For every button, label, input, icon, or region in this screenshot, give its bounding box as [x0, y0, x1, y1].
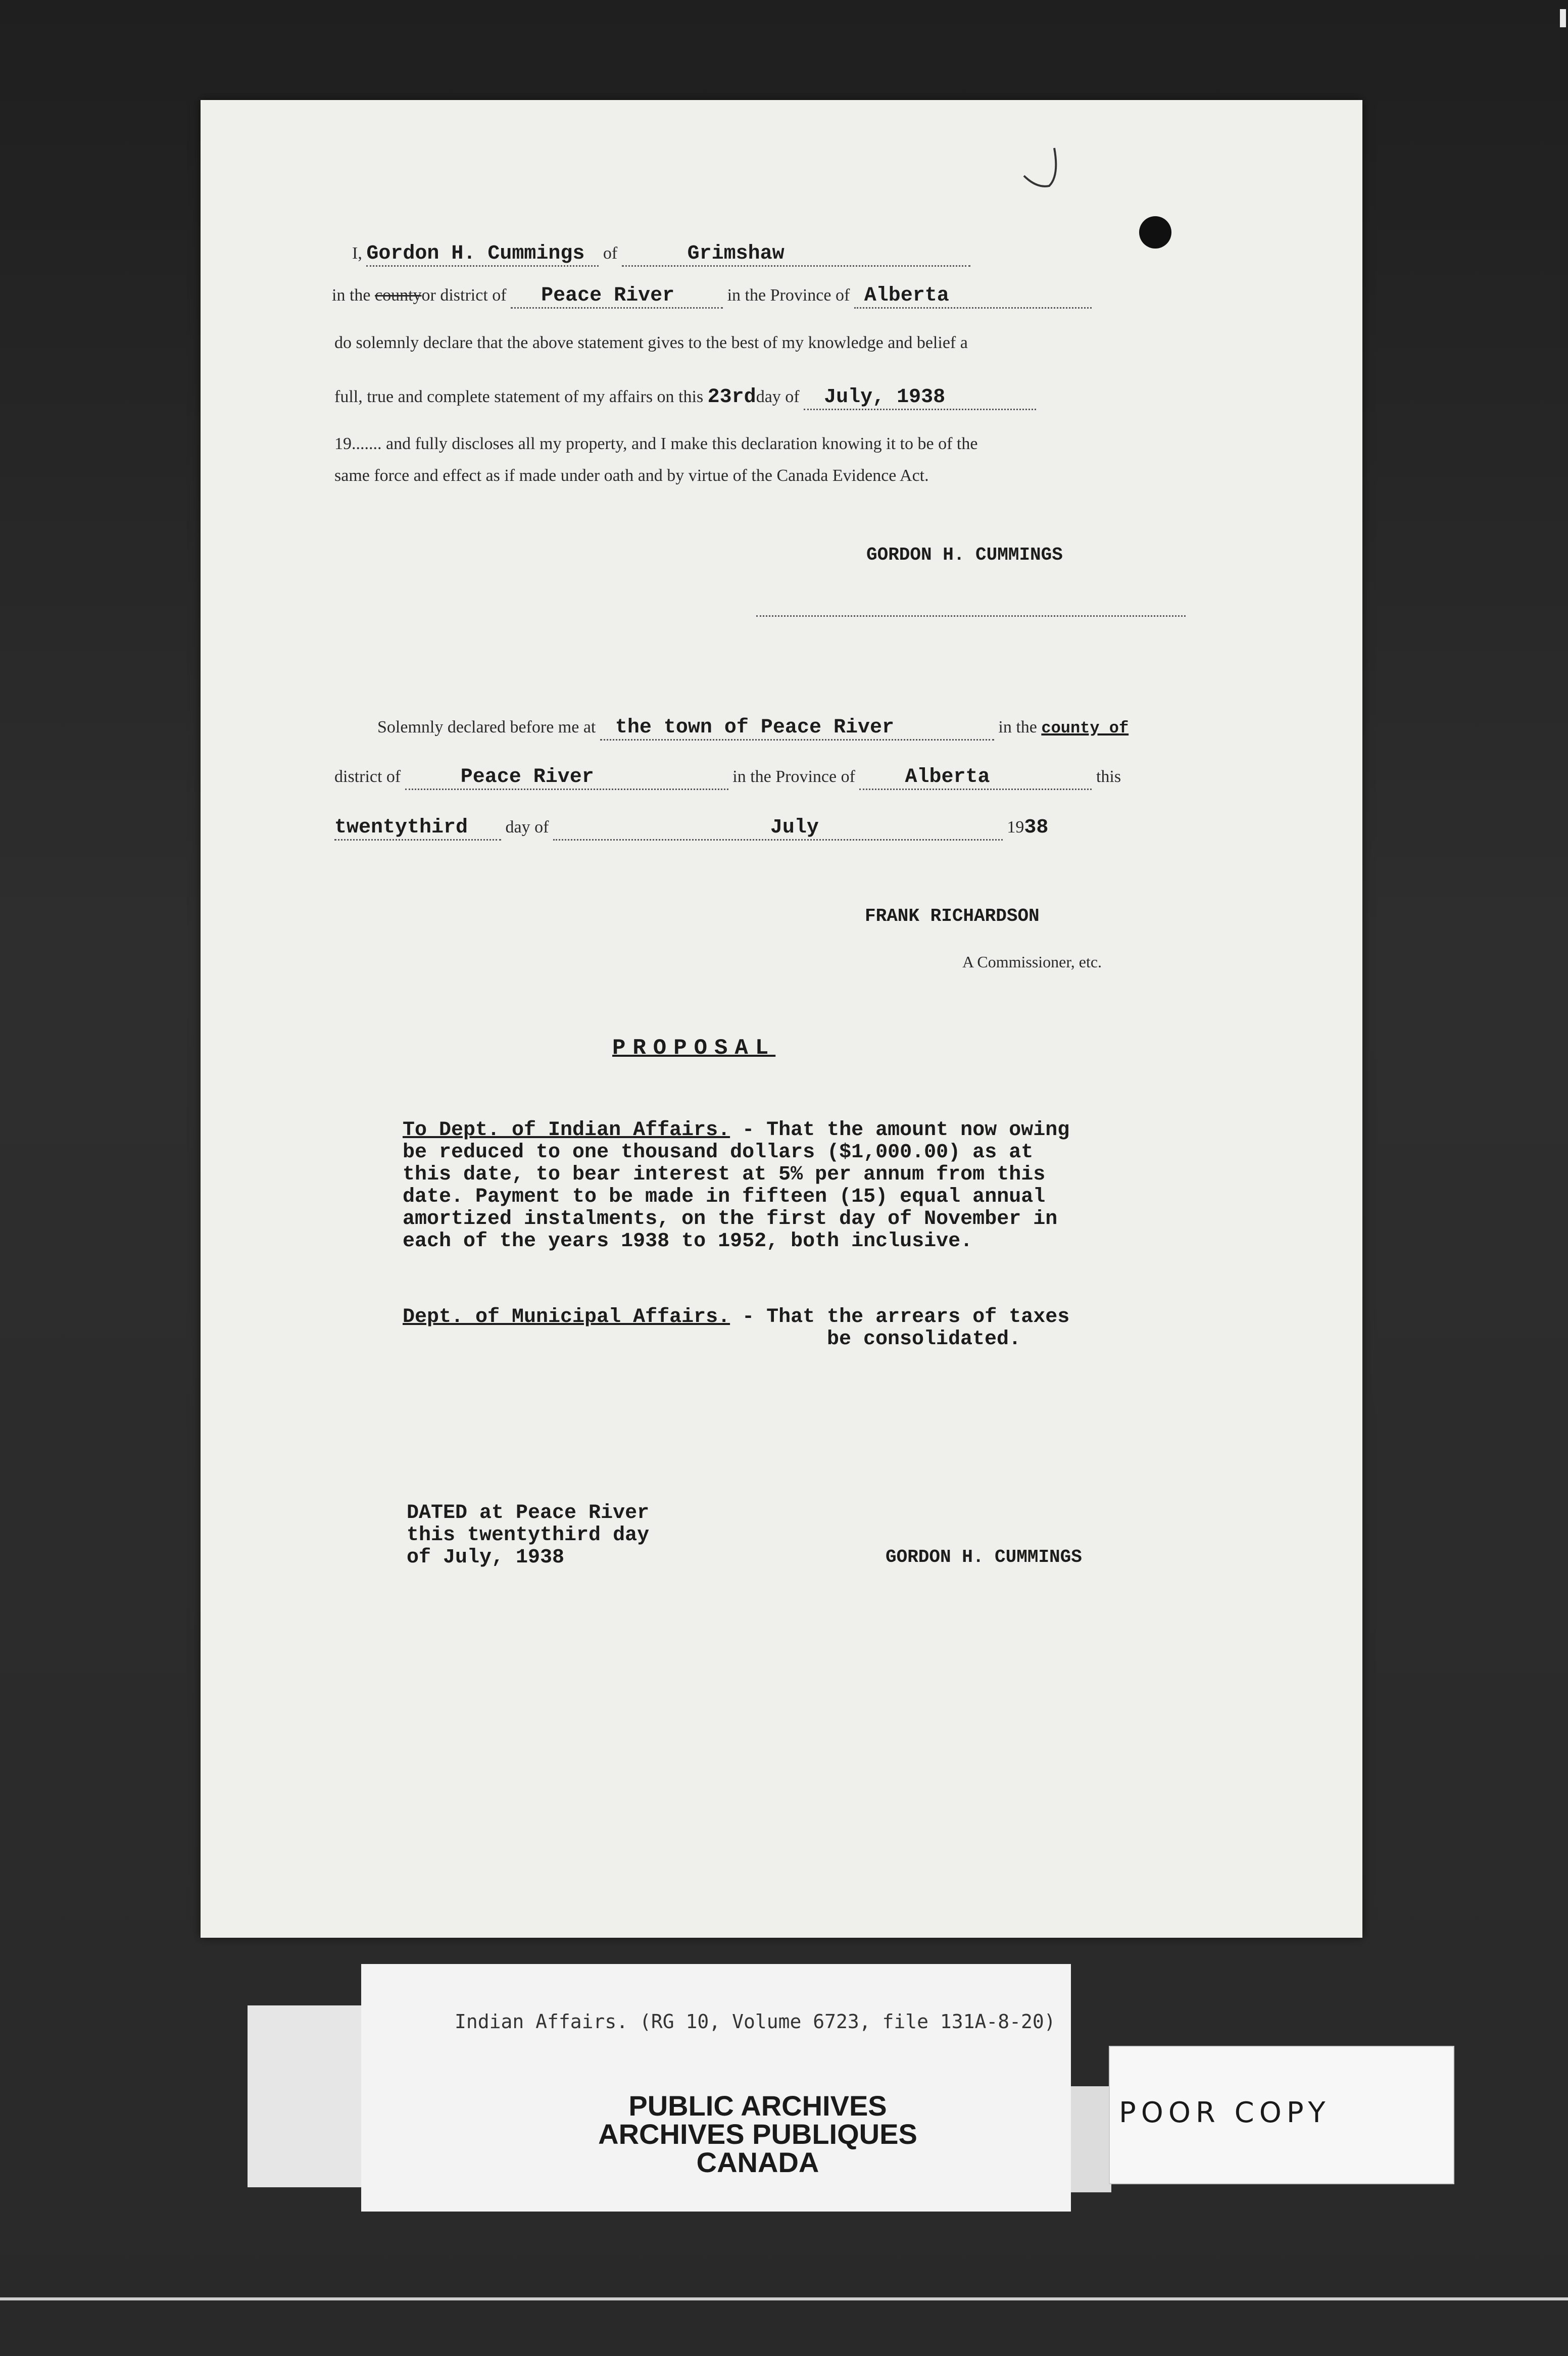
dated-block: [407, 1502, 649, 1569]
film-bottom-edge: [0, 2297, 1568, 2300]
declaration-line-4: [334, 386, 1036, 410]
year-prefix: 19: [1007, 818, 1024, 837]
declaration-day: 23rd: [707, 386, 756, 409]
form-text: Solemnly declared before me at: [377, 718, 596, 737]
dated-line: this twentythird day: [407, 1524, 650, 1547]
archive-country: CANADA: [696, 2146, 819, 2178]
archive-name-en: PUBLIC ARCHIVES: [628, 2090, 887, 2122]
form-text: day of: [756, 387, 800, 406]
archive-name-fr: ARCHIVES PUBLIQUES: [598, 2118, 917, 2150]
archive-label-tab: [1071, 2086, 1111, 2192]
archive-label-left: [248, 2005, 369, 2187]
paragraph-line: each of the years 1938 to 1952, both inclusive.: [403, 1230, 973, 1253]
paragraph-line: - That the amount now owing: [730, 1119, 1070, 1142]
form-text: in the: [998, 718, 1037, 737]
solemnly-line-3: [334, 816, 1048, 841]
declaration-line-6: same force and effect as if made under oath and by virtue of the Canada Evidence Act.: [334, 466, 929, 485]
poor-copy-note: POOR COPY: [1119, 2096, 1331, 2129]
paragraph-line: this date, to bear interest at 5% per annum from this: [403, 1163, 1046, 1186]
paragraph-line: be consolidated.: [827, 1328, 1021, 1351]
signature-line: [756, 615, 1186, 617]
ink-blot: [1139, 216, 1171, 249]
commission-district: Peace River: [460, 766, 594, 789]
declarant-signature: GORDON H. CUMMINGS: [866, 545, 1063, 565]
commission-province: Alberta: [905, 766, 990, 789]
form-text: in the: [332, 286, 371, 305]
paragraph-line: date. Payment to be made in fifteen (15) equal annual: [403, 1186, 1046, 1208]
paragraph-heading: To Dept. of Indian Affairs.: [403, 1119, 730, 1142]
proposal-paragraph-2: [403, 1306, 1069, 1351]
year-suffix: 38: [1024, 816, 1049, 839]
declaration-line-5: 19....... and fully discloses all my property, and I make this declaration knowing it to be of the: [334, 434, 978, 453]
paragraph-heading: Dept. of Municipal Affairs.: [403, 1306, 730, 1329]
form-text: in the Province of: [732, 767, 855, 786]
commissioner-title: A Commissioner, etc.: [962, 953, 1102, 971]
form-text: or district of: [421, 286, 507, 305]
pencil-check-mark: [1014, 145, 1069, 201]
paragraph-line: amortized instalments, on the first day of November in: [403, 1208, 1058, 1231]
commission-day: twentythird: [334, 816, 468, 839]
form-text: district of: [334, 767, 401, 786]
archive-citation: Indian Affairs. (RG 10, Volume 6723, file 131A-8-20): [455, 2010, 1056, 2033]
solemnly-line-2: [334, 766, 1121, 790]
dated-line: of July, 1938: [407, 1546, 565, 1569]
form-text: in the Province of: [727, 286, 850, 305]
form-text: full, true and complete statement of my affairs on this: [334, 387, 704, 406]
form-text: this: [1096, 767, 1121, 786]
declaration-line-2: [332, 284, 1092, 309]
declaration-page: [201, 100, 1362, 1938]
paragraph-line: - That the arrears of taxes: [730, 1306, 1070, 1329]
proposal-signature: GORDON H. CUMMINGS: [886, 1547, 1082, 1567]
declared-at: the town of Peace River: [615, 716, 894, 739]
commission-month: July: [770, 816, 819, 839]
declaration-month-year: July, 1938: [824, 386, 946, 409]
struck-county: county: [374, 286, 422, 305]
declarant-district: Peace River: [541, 284, 675, 307]
form-text: of: [603, 244, 618, 263]
declaration-line-1: [352, 242, 970, 267]
commissioner-name: FRANK RICHARDSON: [865, 906, 1040, 926]
declarant-name: Gordon H. Cummings: [366, 242, 585, 265]
proposal-paragraph-1: [403, 1119, 1069, 1253]
declaration-line-3: do solemnly declare that the above statement gives to the best of my knowledge and belief a: [334, 333, 968, 352]
struck-county: county of: [1041, 719, 1129, 738]
declarant-place: Grimshaw: [687, 242, 785, 265]
form-text: day of: [505, 818, 549, 837]
solemnly-line-1: [377, 716, 1129, 741]
film-edge-mark: [1560, 9, 1566, 27]
dated-line: DATED at Peace River: [407, 1502, 650, 1525]
form-text: I,: [352, 244, 362, 263]
declarant-province: Alberta: [864, 284, 949, 307]
paragraph-line: be reduced to one thousand dollars ($1,000.00) as at: [403, 1141, 1034, 1164]
proposal-title: PROPOSAL: [612, 1036, 776, 1061]
